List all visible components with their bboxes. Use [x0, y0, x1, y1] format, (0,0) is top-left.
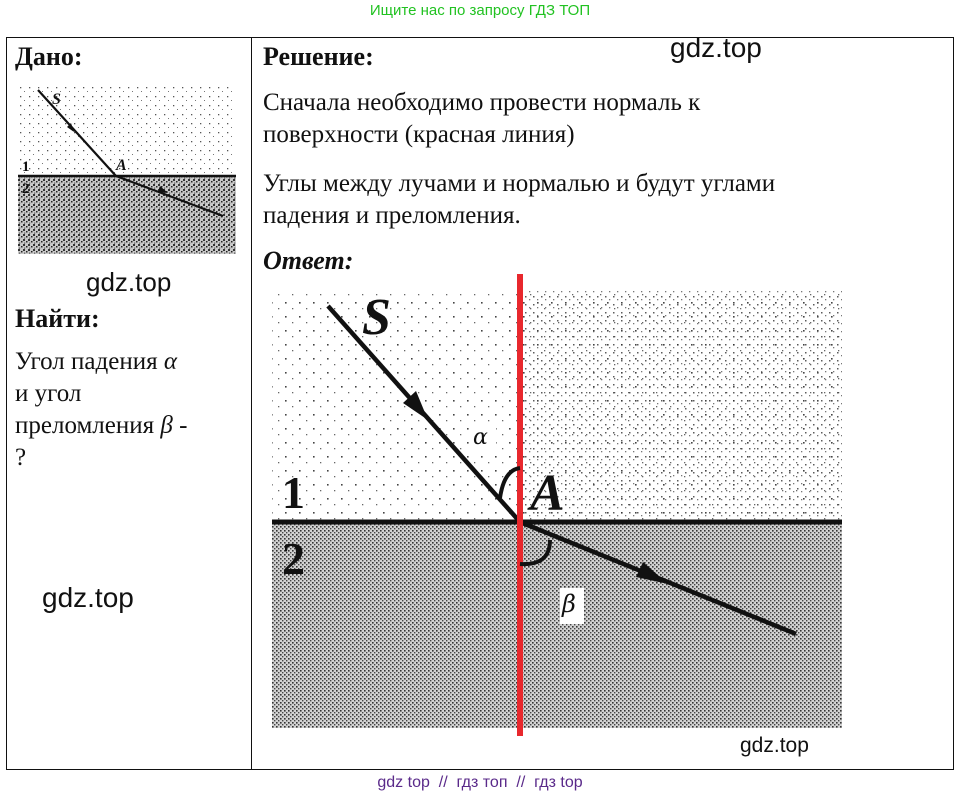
find-line2: и угол [15, 380, 82, 407]
find-heading: Найти: [15, 304, 100, 333]
answer-ray-label: S [362, 289, 391, 346]
column-divider [251, 37, 252, 770]
given-diagram [18, 84, 236, 254]
given-medium1-label: 1 [22, 159, 30, 175]
alpha-symbol: α [163, 348, 177, 375]
answer-diagram [268, 270, 848, 740]
solution-p1-line2: поверхности (красная линия) [263, 121, 575, 148]
given-medium2-label: 2 [22, 181, 30, 197]
answer-medium2-label: 2 [282, 533, 305, 584]
find-line3: преломления [15, 412, 155, 439]
find-dash: - [179, 412, 188, 439]
find-line1: Угол падения [15, 348, 158, 375]
watermark-right-bottom: gdz.top [740, 734, 809, 757]
watermark-left-top: gdz.top [86, 267, 172, 297]
top-banner[interactable]: Ищите нас по запросу ГДЗ ТОП [369, 2, 591, 19]
solution-p1-line1: Сначала необходимо провести нормаль к [263, 89, 701, 116]
answer-point-label: A [530, 465, 565, 522]
solution-paragraph-2 [263, 168, 775, 232]
beta-symbol: β [160, 412, 173, 439]
given-heading: Дано: [15, 42, 83, 71]
solution-p2-line1: Углы между лучами и нормалью и будут углами [263, 170, 776, 197]
watermark-right-top: gdz.top [670, 32, 762, 63]
solution-p2-line2: падения и преломления. [263, 202, 521, 229]
find-text [15, 346, 187, 474]
given-point-label: A [116, 157, 127, 174]
answer-heading: Ответ: [263, 246, 354, 275]
answer-beta-label: β [562, 590, 576, 618]
answer-medium1-label: 1 [282, 467, 305, 518]
bottom-links[interactable]: gdz top // гдз топ // гдз top [377, 774, 583, 791]
solution-paragraph-1 [263, 87, 700, 151]
watermark-left-bottom: gdz.top [42, 582, 134, 613]
answer-alpha-label: α [473, 425, 488, 450]
solution-heading: Решение: [263, 42, 374, 71]
given-ray-label: S [52, 91, 61, 108]
find-question: ? [15, 444, 27, 471]
